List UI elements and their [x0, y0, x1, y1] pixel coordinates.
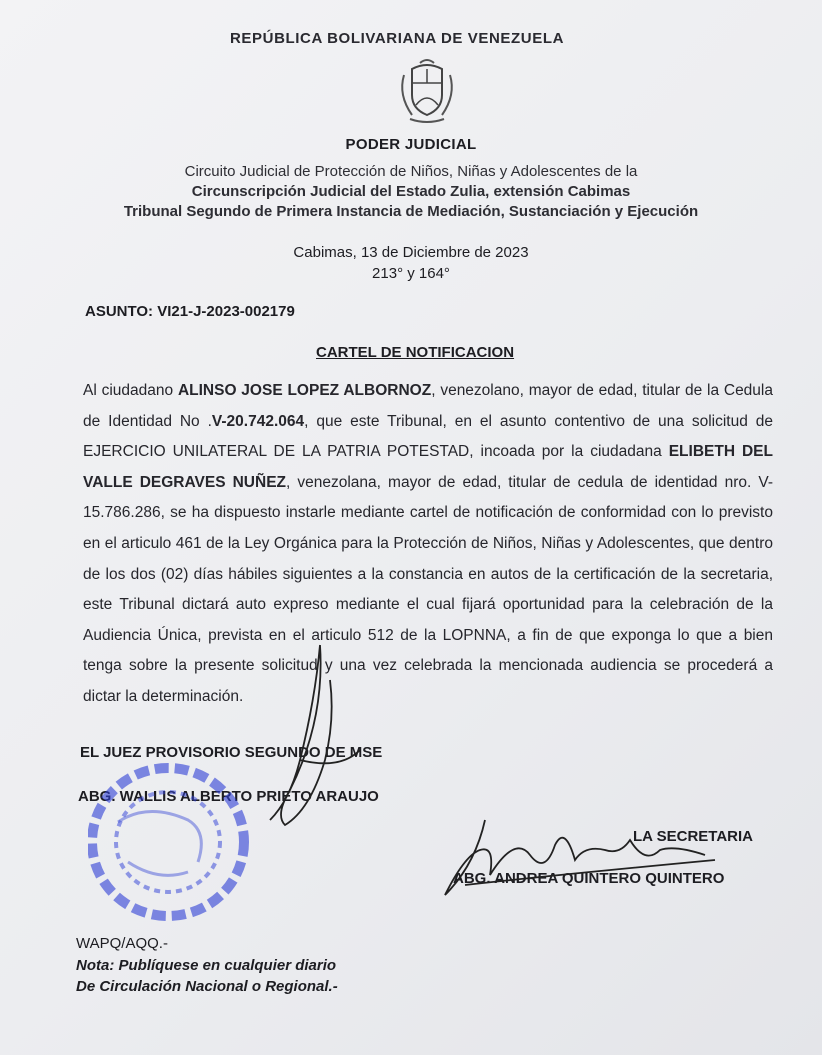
document-title: CARTEL DE NOTIFICACION — [316, 344, 515, 361]
era-line: 213° y 164° — [372, 265, 450, 282]
recipient-name: ALINSO JOSE LOPEZ ALBORNOZ — [177, 382, 432, 399]
notification-body — [83, 376, 773, 713]
court-circuit-line: Circuito Judicial de Protección de Niños, Niñas y Adolescentes de la — [184, 163, 638, 180]
body-text: , venezolana, mayor de edad, titular de cedula de identidad nro. V- 15.786.286, se ha dispuesto instarle mediante cartel de notificación de conformidad con lo previsto en el articulo 461 de la Ley Orgánica para la Protección de Niños, Niñas y Adolescentes, que dentro de los dos (02) días hábiles siguientes a la constancia en autos de la certificación de la secretaria, este Tribunal dictará auto expreso mediante el cual fijará oportunidad para la celebración de la Audiencia Única, prevista en el articulo 512 de la LOPNNA, a fin de que exponga lo que a bien tenga sobre la presente solicitud y una vez celebrada la mencionada audiencia se procederá a dictar la determinación. — [83, 473, 773, 705]
petitioner-name: ELIBETH DEL VALLE DEGRAVES NUÑEZ — [83, 443, 773, 491]
case-number: ASUNTO: VI21-J-2023-002179 — [85, 303, 295, 320]
coat-of-arms-icon — [392, 55, 462, 125]
place-date: Cabimas, 13 de Diciembre de 2023 — [293, 244, 529, 261]
secretary-name: ABG. ANDREA QUINTERO QUINTERO — [453, 870, 725, 887]
body-text: , venezolano, mayor de edad, titular de la Cedula de Identidad No . — [83, 382, 773, 430]
branch-heading: PODER JUDICIAL — [345, 136, 477, 153]
court-stamp-icon — [88, 762, 328, 922]
secretary-title: LA SECRETARIA — [633, 828, 753, 845]
judge-title: EL JUEZ PROVISORIO SEGUNDO DE MSE — [80, 744, 383, 761]
body-text: Al ciudadano — [83, 382, 178, 399]
publication-note-line2: De Circulación Nacional o Regional.- — [76, 978, 338, 995]
jurisdiction-line: Circunscripción Judicial del Estado Zulia, extensión Cabimas — [191, 183, 631, 200]
judge-name: ABG. WALLIS ALBERTO PRIETO ARAUJO — [78, 788, 379, 805]
tribunal-line: Tribunal Segundo de Primera Instancia de Mediación, Sustanciación y Ejecución — [123, 203, 699, 220]
recipient-id: V-20.742.064 — [211, 412, 305, 430]
body-text: , que este Tribunal, en el asunto contentivo de una solicitud de EJERCICIO UNILATERAL DE LA PATRIA POTESTAD, incoada por la ciudadana — [83, 412, 773, 461]
publication-note-line1: Nota: Publíquese en cualquier diario — [76, 957, 337, 974]
initials: WAPQ/AQQ.- — [76, 935, 168, 952]
republic-heading: REPÚBLICA BOLIVARIANA DE VENEZUELA — [230, 30, 565, 47]
